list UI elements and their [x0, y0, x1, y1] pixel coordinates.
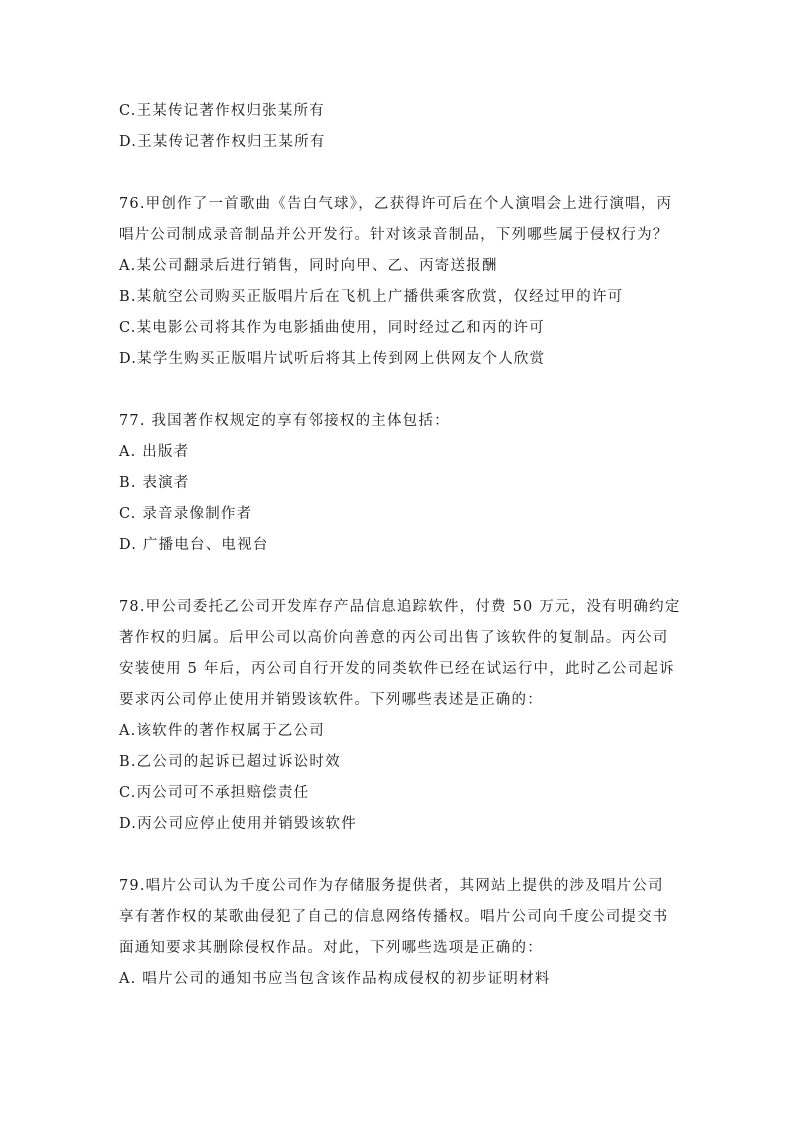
question-79: [119, 871, 679, 995]
q79-stem-line-2: 享有著作权的某歌曲侵犯了自己的信息网络传播权。唱片公司向千度公司提交书: [119, 909, 669, 925]
q77-option-c: C. 录音录像制作者: [119, 506, 253, 522]
q76-option-b: B.某航空公司购买正版唱片后在飞机上广播供乘客欣赏，仅经过甲的许可: [119, 289, 624, 305]
q79-option-a: A. 唱片公司的通知书应当包含该作品构成侵权的初步证明材料: [119, 971, 551, 987]
q79-stem-line-3: 面通知要求其删除侵权作品。对此，下列哪些选项是正确的：: [119, 940, 543, 956]
spacer: [119, 158, 679, 189]
page-content: [119, 96, 679, 995]
q76-stem-line-2: 唱片公司制成录音制品并公开发行。针对该录音制品，下列哪些属于侵权行为？: [119, 227, 669, 243]
q78-stem-line-3: 安装使用 5 年后，丙公司自行开发的同类软件已经在试运行中，此时乙公司起诉: [119, 661, 675, 677]
q78-stem-line-2: 著作权的归属。后甲公司以高价向善意的丙公司出售了该软件的复制品。丙公司: [119, 630, 669, 646]
question-77: [119, 406, 679, 561]
q78-stem-line-1: 78.甲公司委托乙公司开发库存产品信息追踪软件，付费 50 万元，没有明确约定: [119, 599, 681, 615]
q76-stem-line-1: 76.甲创作了一首歌曲《告白气球》，乙获得许可后在个人演唱会上进行演唱，丙: [119, 196, 673, 212]
q78-option-c: C.丙公司可不承担赔偿责任: [119, 785, 310, 801]
q76-option-d: D.某学生购买正版唱片试听后将其上传到网上供网友个人欣赏: [119, 351, 546, 367]
spacer: [119, 375, 679, 406]
q75-option-c: C.王某传记著作权归张某所有: [119, 103, 325, 119]
q78-option-d: D.丙公司应停止使用并销毁该软件: [119, 816, 357, 832]
q78-option-b: B.乙公司的起诉已超过诉讼时效: [119, 754, 341, 770]
q78-option-a: A.该软件的著作权属于乙公司: [119, 723, 325, 739]
spacer: [119, 561, 679, 592]
q76-option-a: A.某公司翻录后进行销售，同时向甲、乙、丙寄送报酬: [119, 258, 498, 274]
question-75-tail: [119, 96, 679, 158]
q77-option-d: D. 广播电台、电视台: [119, 537, 269, 553]
q79-stem-line-1: 79.唱片公司认为千度公司作为存储服务提供者，其网站上提供的涉及唱片公司: [119, 878, 664, 894]
q77-option-a: A. 出版者: [119, 444, 190, 460]
q76-option-c: C.某电影公司将其作为电影插曲使用，同时经过乙和丙的许可: [119, 320, 545, 336]
q78-stem-line-4: 要求丙公司停止使用并销毁该软件。下列哪些表述是正确的：: [119, 692, 543, 708]
q77-option-b: B. 表演者: [119, 475, 190, 491]
q77-stem-line-1: 77. 我国著作权规定的享有邻接权的主体包括：: [119, 413, 450, 429]
question-78: [119, 592, 679, 840]
question-76: [119, 189, 679, 375]
spacer: [119, 840, 679, 871]
q75-option-d: D.王某传记著作权归王某所有: [119, 134, 326, 150]
